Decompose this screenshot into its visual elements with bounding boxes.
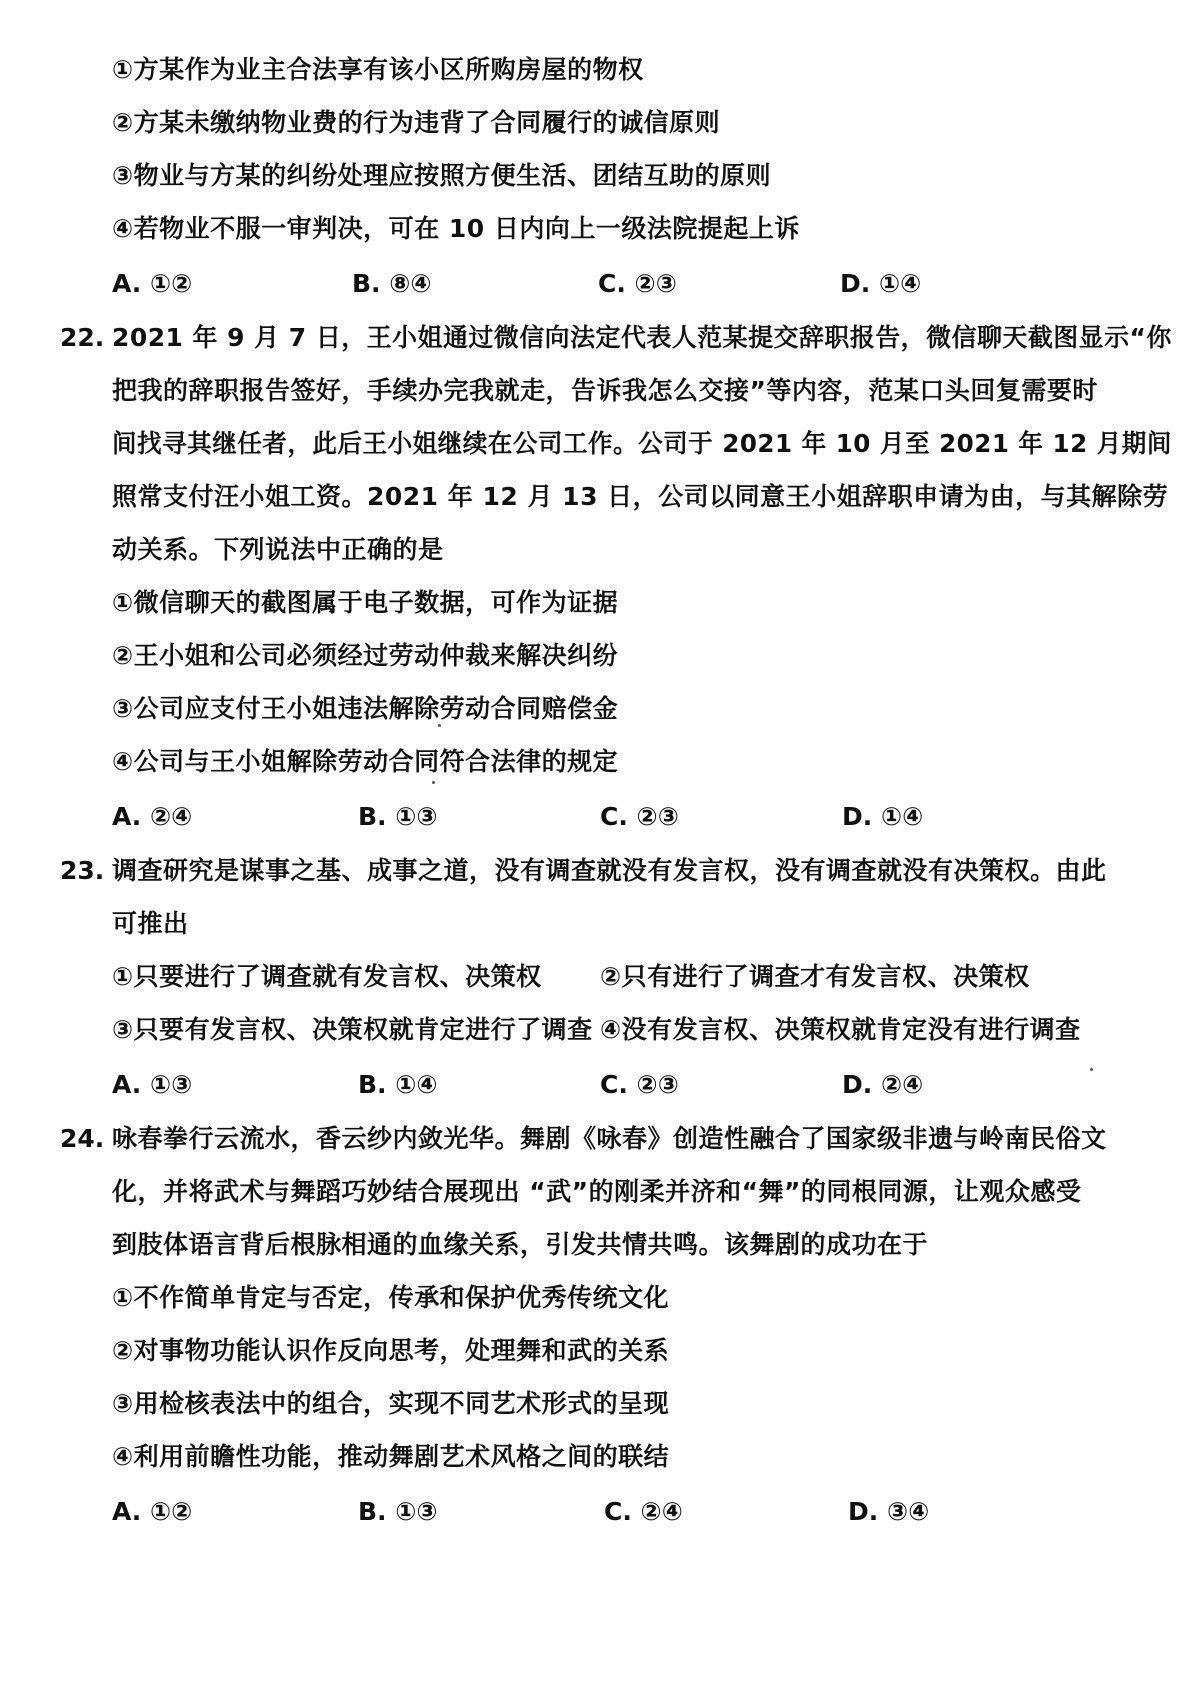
q21-item-2: ②方某未缴纳物业费的行为违背了合同履行的诚信原则	[112, 108, 721, 137]
q22-item-3: ③公司应支付王小姐违法解除劳动合同赔偿金	[112, 694, 619, 723]
q21-option-c: C. ②③	[598, 269, 677, 298]
scan-speck	[1090, 1068, 1093, 1071]
q22-stem-line-2: 把我的辞职报告签好，手续办完我就走，告诉我怎么交接”等内容，范某口头回复需要时	[112, 376, 1098, 405]
q23-item-1: ①只要进行了调查就有发言权、决策权	[112, 962, 542, 991]
q24-option-d: D. ③④	[848, 1497, 930, 1526]
q22-option-c: C. ②③	[600, 802, 679, 831]
q24-number: 24.	[60, 1124, 105, 1153]
q22-item-4: ④公司与王小姐解除劳动合同符合法律的规定	[112, 747, 619, 776]
q24-item-2: ②对事物功能认识作反向思考，处理舞和武的关系	[112, 1336, 670, 1365]
q22-option-a: A. ②④	[112, 802, 193, 831]
q23-option-d: D. ②④	[842, 1070, 924, 1099]
q22-option-b: B. ①③	[358, 802, 438, 831]
q21-option-b: B. ⑧④	[352, 269, 432, 298]
q22-stem-line-3: 间找寻其继任者，此后王小姐继续在公司工作。公司于 2021 年 10 月至 2021 年 12 月期间	[112, 429, 1172, 458]
scan-speck	[432, 781, 435, 784]
q23-item-4: ④没有发言权、决策权就肯定没有进行调查	[600, 1015, 1081, 1044]
q23-option-a: A. ①③	[112, 1070, 193, 1099]
q22-stem-line-4: 照常支付汪小姐工资。2021 年 12 月 13 日，公司以同意王小姐辞职申请为由，与其解除劳	[112, 482, 1169, 511]
q23-option-b: B. ①④	[358, 1070, 438, 1099]
q22-stem-line-1: 2021 年 9 月 7 日，王小姐通过微信向法定代表人范某提交辞职报告，微信聊天截图显示“你	[112, 323, 1172, 352]
q23-stem-line-2: 可推出	[112, 909, 189, 938]
q22-item-1: ①微信聊天的截图属于电子数据，可作为证据	[112, 588, 619, 617]
q24-item-4: ④利用前瞻性功能，推动舞剧艺术风格之间的联结	[112, 1442, 670, 1471]
q21-option-d: D. ①④	[840, 269, 922, 298]
q23-number: 23.	[60, 856, 105, 885]
q23-item-3: ③只要有发言权、决策权就肯定进行了调查	[112, 1015, 593, 1044]
q24-option-a: A. ①②	[112, 1497, 193, 1526]
q22-option-d: D. ①④	[842, 802, 924, 831]
q24-item-3: ③用检核表法中的组合，实现不同艺术形式的呈现	[112, 1389, 670, 1418]
q21-item-4: ④若物业不服一审判决，可在 10 日内向上一级法院提起上诉	[112, 214, 800, 243]
q23-stem-line-1: 调查研究是谋事之基、成事之道，没有调查就没有发言权，没有调查就没有决策权。由此	[112, 856, 1107, 885]
q22-item-2: ②王小姐和公司必须经过劳动仲裁来解决纠纷	[112, 641, 619, 670]
q24-stem-line-2: 化，并将武术与舞蹈巧妙结合展现出 “武”的刚柔并济和“舞”的同根同源，让观众感受	[112, 1177, 1082, 1206]
q21-option-a: A. ①②	[112, 269, 193, 298]
q21-item-3: ③物业与方某的纠纷处理应按照方便生活、团结互助的原则	[112, 161, 772, 190]
q21-item-1: ①方某作为业主合法享有该小区所购房屋的物权	[112, 55, 644, 84]
q23-option-c: C. ②③	[600, 1070, 679, 1099]
q24-item-1: ①不作简单肯定与否定，传承和保护优秀传统文化	[112, 1283, 670, 1312]
scan-speck	[438, 724, 441, 727]
q22-stem-line-5: 动关系。下列说法中正确的是	[112, 535, 444, 564]
q24-stem-line-1: 咏春拳行云流水，香云纱内敛光华。舞剧《咏春》创造性融合了国家级非遗与岭南民俗文	[112, 1124, 1107, 1153]
q24-option-c: C. ②④	[604, 1497, 683, 1526]
q24-option-b: B. ①③	[358, 1497, 438, 1526]
q23-item-2: ②只有进行了调查才有发言权、决策权	[600, 962, 1030, 991]
q24-stem-line-3: 到肢体语言背后根脉相通的血缘关系，引发共情共鸣。该舞剧的成功在于	[112, 1230, 929, 1259]
q22-number: 22.	[60, 323, 105, 352]
